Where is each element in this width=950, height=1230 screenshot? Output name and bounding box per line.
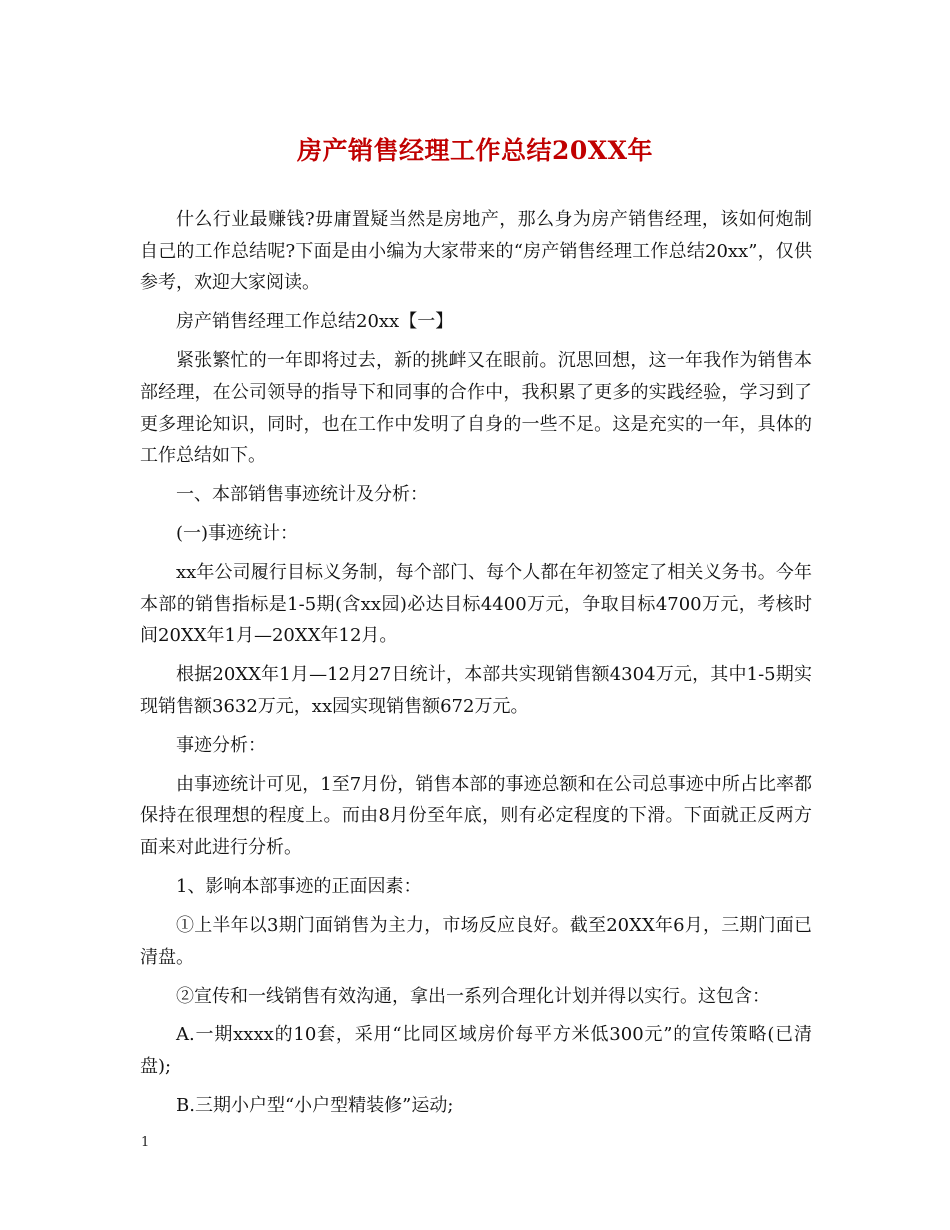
paragraph-heading-sales: 一、本部销售事迹统计及分析：	[176, 484, 428, 506]
paragraph-subheading-analysis: 事迹分析：	[176, 734, 266, 756]
paragraph-summary: 紧张繁忙的一年即将过去，新的挑衅又在眼前。沉思回想，这一年我作为销售本部经理，在公司领导的指导下和同事的合作中，我积累了更多的实践经验，学习到了更多理论知识，同时，也在工作中发明了自身的一些不足。这是充实的一年，具体的工作总结如下。	[140, 350, 812, 467]
document-title: 房产销售经理工作总结20XX年	[296, 136, 654, 165]
paragraph-factor-two: ②宣传和一线销售有效沟通，拿出一系列合理化计划并得以实行。这包含：	[176, 985, 770, 1007]
paragraph-section-heading: 房产销售经理工作总结20xx【一】	[176, 311, 454, 333]
page-number: 1	[141, 1135, 150, 1150]
paragraph-subheading-statistics: (一)事迹统计：	[176, 523, 299, 545]
paragraph-factor-one: ①上半年以3期门面销售为主力，市场反应良好。截至20XX年6月，三期门面已清盘。	[140, 914, 812, 968]
paragraph-positive-factors: 1、影响本部事迹的正面因素：	[176, 876, 422, 898]
paragraph-item-a: A.一期xxxx的10套，采用“比同区域房价每平方米低300元”的宣传策略(已清盘);	[140, 1024, 812, 1078]
paragraph-analysis: 由事迹统计可见，1至7月份，销售本部的事迹总额和在公司总事迹中所占比率都保持在很理想的程度上。而由8月份至年底，则有必定程度的下滑。下面就正反两方面来对此进行分析。	[140, 773, 812, 859]
paragraph-results: 根据20XX年1月—12月27日统计，本部共实现销售额4304万元，其中1-5期实现销售额3632万元，xx园实现销售额672万元。	[140, 664, 812, 717]
document-body	[140, 204, 812, 1129]
paragraph-targets: xx年公司履行目标义务制，每个部门、每个人都在年初签定了相关义务书。今年本部的销售指标是1-5期(含xx园)必达目标4400万元，争取目标4700万元，考核时间20XX年1月—20XX年12月。	[140, 561, 812, 647]
paragraph-intro: 什么行业最赚钱?毋庸置疑当然是房地产，那么身为房产销售经理，该如何炮制自己的工作总结呢?下面是由小编为大家带来的“房产销售经理工作总结20xx”，仅供参考，欢迎大家阅读。	[140, 209, 812, 294]
paragraph-item-b: B.三期小户型“小户型精装修”运动;	[176, 1095, 454, 1117]
